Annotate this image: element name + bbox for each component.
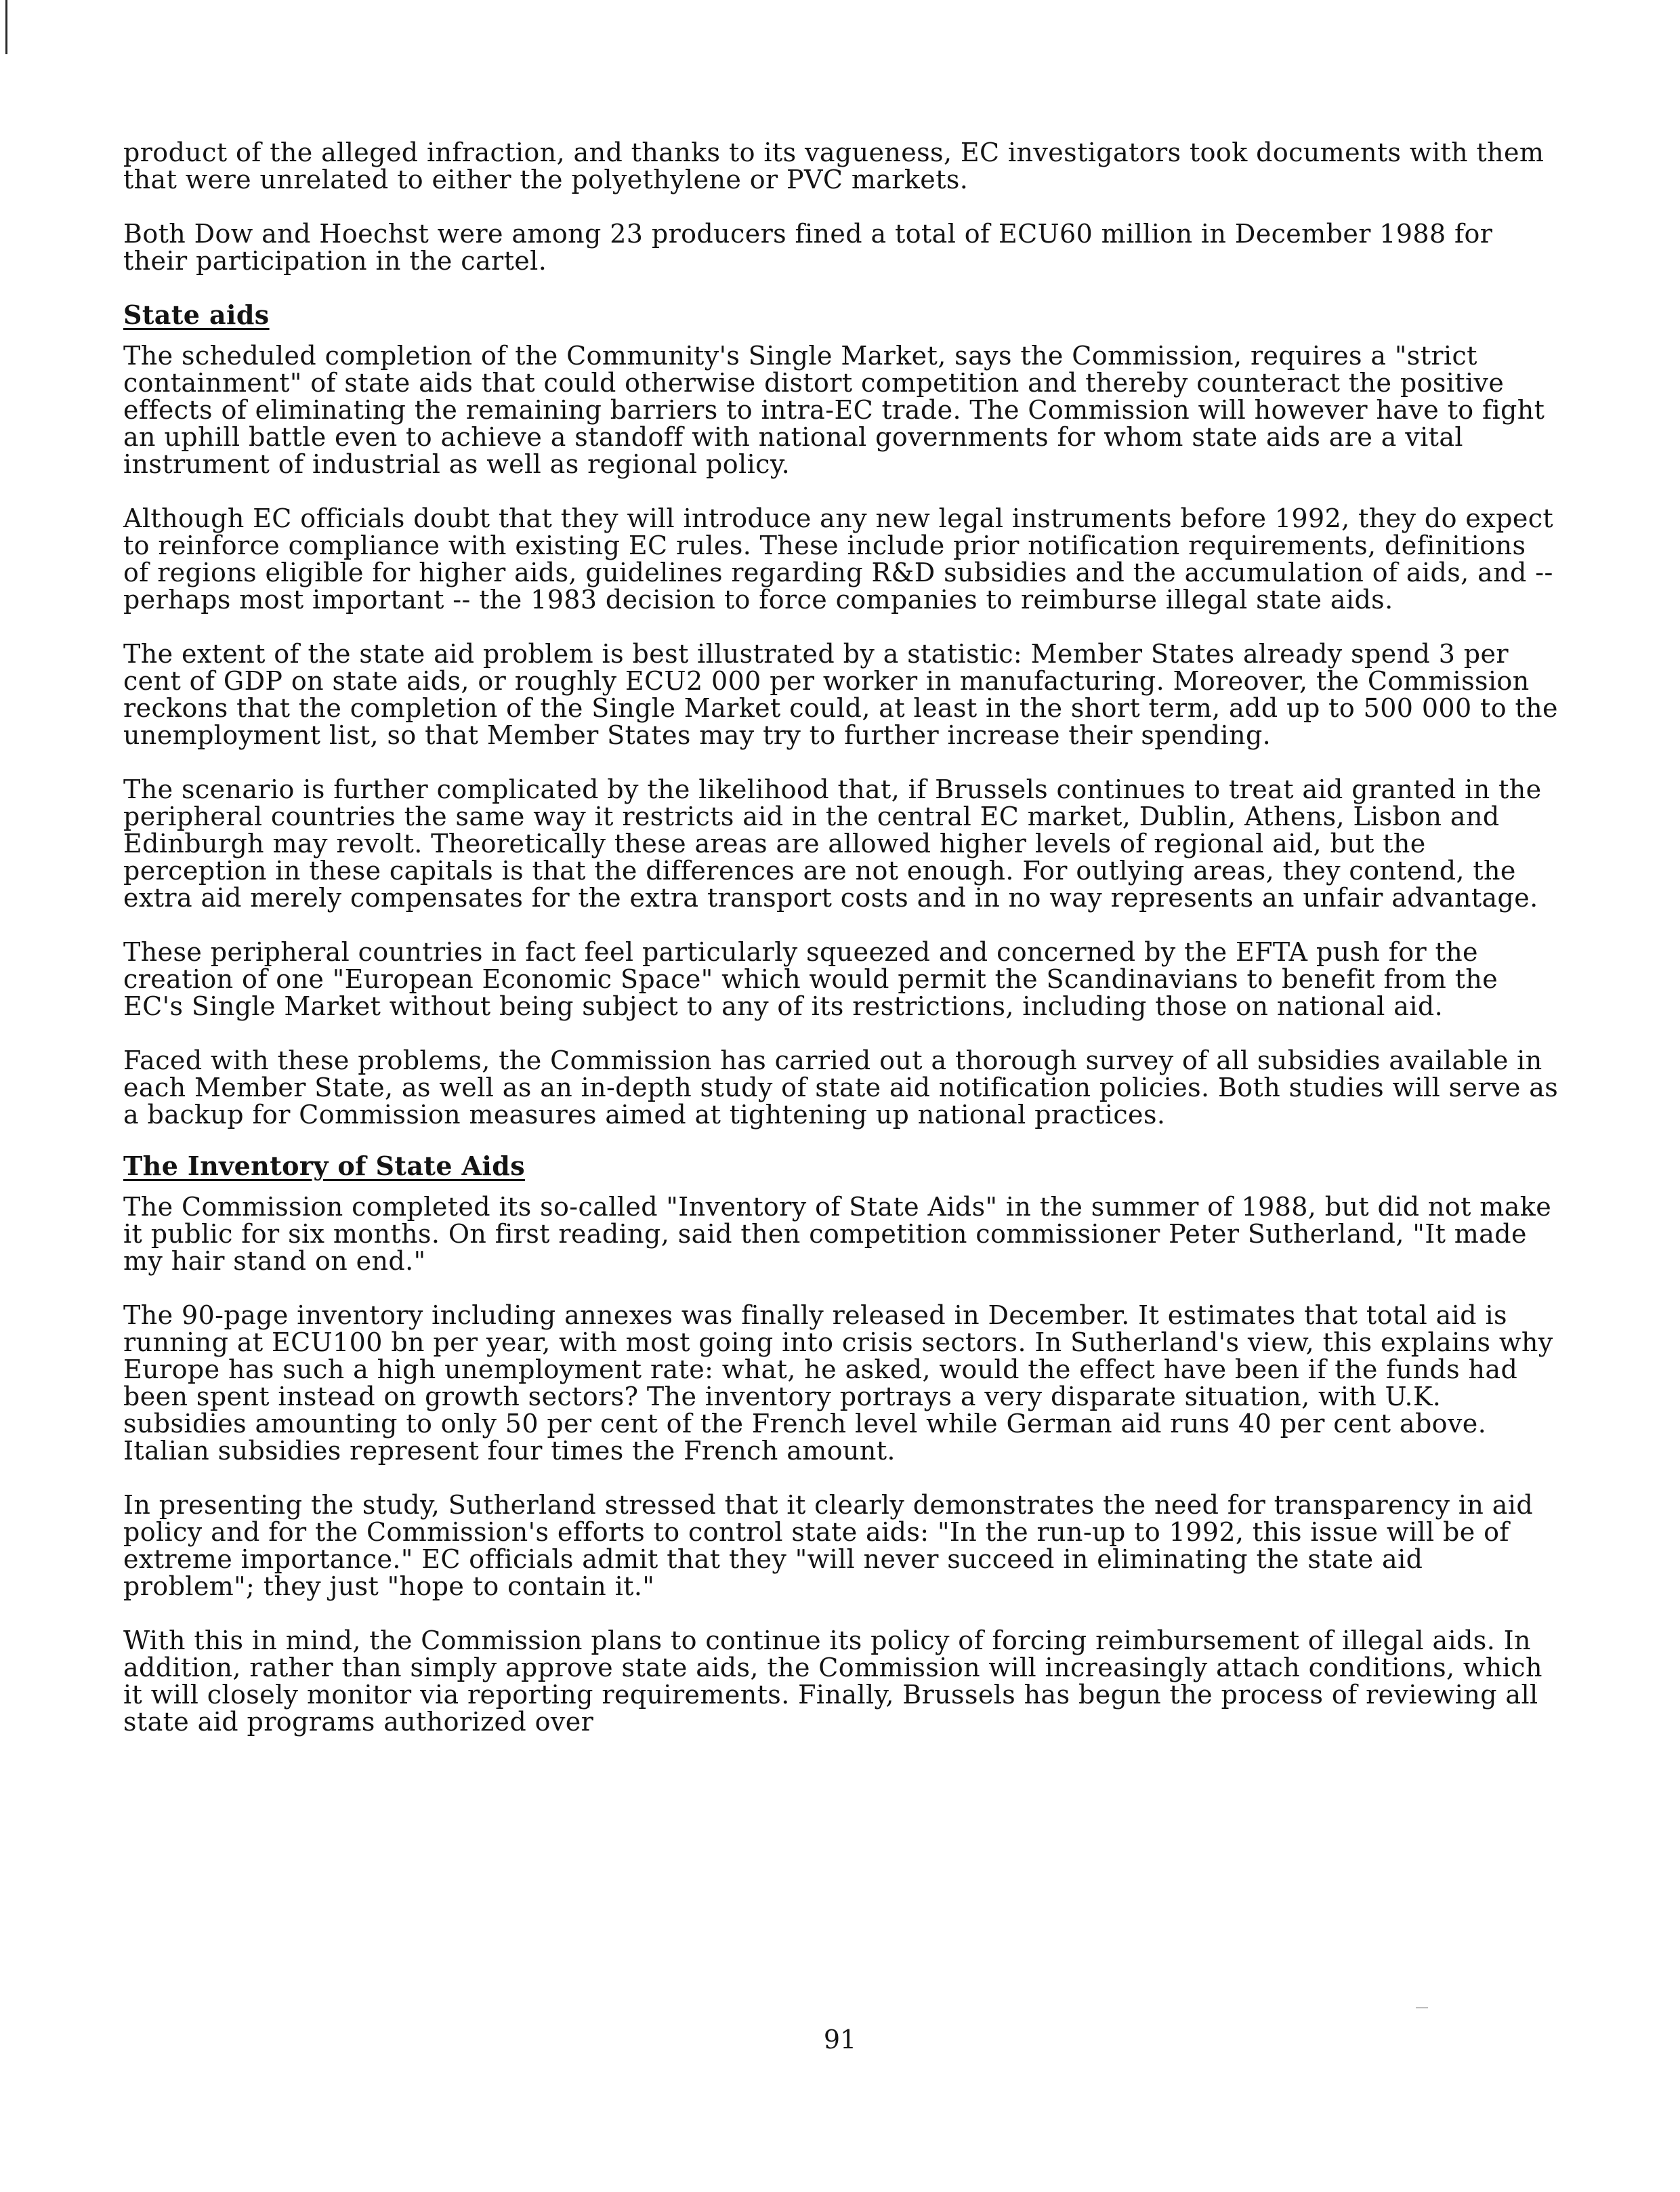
paragraph-presenting-study: In presenting the study, Sutherland stressed that it clearly demonstrates the need for transparency in aid policy and for the Commission's efforts to control state aids: "In the run-up to 1992, this issue will be of extreme importance." EC officials admit that they "will never succeed in eliminating the state aid problem"; they just "hope to contain it." xyxy=(123,1490,1534,1601)
section-heading-state-aids: State aids xyxy=(123,299,270,330)
paragraph-scenario: The scenario is further complicated by the likelihood that, if Brussels continues to treat aid granted in the peripheral countries the same way it restricts aid in the central EC market, Dublin, Athens, Lisbon and Edinburgh may revolt. Theoretically these areas are allowed higher levels of regional aid, but the perception in these capitals is that the differences are not enough. For outlying areas, they contend, the extra aid merely compensates for the extra transport costs and in no way represents an unfair advantage. xyxy=(123,774,1542,913)
paragraph-fines: Both Dow and Hoechst were among 23 producers fined a total of ECU60 million in December 1988 for their participation in the cartel. xyxy=(123,219,1493,276)
page-body xyxy=(123,139,1559,1762)
section-heading-inventory: The Inventory of State Aids xyxy=(123,1151,526,1181)
scan-edge-mark xyxy=(5,0,7,54)
paragraph-survey: Faced with these problems, the Commission has carried out a thorough survey of all subsidies available in each Member State, as well as an in-depth study of state aid notification policies. Both studies will serve as a backup for Commission measures aimed at tightening up national practices. xyxy=(123,1046,1559,1130)
paragraph-infraction: product of the alleged infraction, and thanks to its vagueness, EC investigators took documents with them that were unrelated to either the polyethylene or PVC markets. xyxy=(123,138,1545,194)
paragraph-reimbursement: With this in mind, the Commission plans to continue its policy of forcing reimbursement of illegal aids. In addition, rather than simply approve state aids, the Commission will increasingly attach conditions, which it will closely monitor via reporting requirements. Finally, Brussels has begun the process of reviewing all state aid programs authorized over xyxy=(123,1626,1542,1737)
paragraph-inventory-completed: The Commission completed its so-called "Inventory of State Aids" in the summer of 1988, but did not make it public for six months. On first reading, said then competition commissioner Peter Sutherland, "It made my hair stand on end." xyxy=(123,1192,1552,1276)
paragraph-peripheral: These peripheral countries in fact feel particularly squeezed and concerned by the EFTA push for the creation of one "European Economic Space" which would permit the Scandinavians to benefit from the EC's Single Market without being subject to any of its restrictions, including those on national aid. xyxy=(123,937,1498,1021)
paragraph-single-market: The scheduled completion of the Community's Single Market, says the Commission, requires a "strict containment" of state aids that could otherwise distort competition and thereby counteract the positive effects of eliminating the remaining barriers to intra-EC trade. The Commission will however have to fight an uphill battle even to achieve a standoff with national governments for whom state aids are a vital instrument of industrial as well as regional policy. xyxy=(123,341,1545,479)
paragraph-inventory-released: The 90-page inventory including annexes was finally released in December. It estimates that total aid is running at ECU100 bn per year, with most going into crisis sectors. In Sutherland's view, this explains why Europe has such a high unemployment rate: what, he asked, would the effect have been if the funds had been spent instead on growth sectors? The inventory portrays a very disparate situation, with U.K. subsidies amounting to only 50 per cent of the French level while German aid runs 40 per cent above. Italian subsidies represent four times the French amount. xyxy=(123,1300,1553,1466)
page-number: 91 xyxy=(823,2025,857,2054)
scan-speck xyxy=(1416,2007,1428,2008)
paragraph-ec-officials: Although EC officials doubt that they will introduce any new legal instruments before 1992, they do expect to reinforce compliance with existing EC rules. These include prior notification requirements, definitions of regions eligible for higher aids, guidelines regarding R&D subsidies and the accumulation of aids, and -- perhaps most important -- the 1983 decision to force companies to reimburse illegal state aids. xyxy=(123,503,1554,615)
paragraph-extent: The extent of the state aid problem is best illustrated by a statistic: Member States already spend 3 per cent of GDP on state aids, or roughly ECU2 000 per worker in manufacturing. Moreover, the Commission reckons that the completion of the Single Market could, at least in the short term, add up to 500 000 to the unemployment list, so that Member States may try to further increase their spending. xyxy=(123,639,1558,750)
